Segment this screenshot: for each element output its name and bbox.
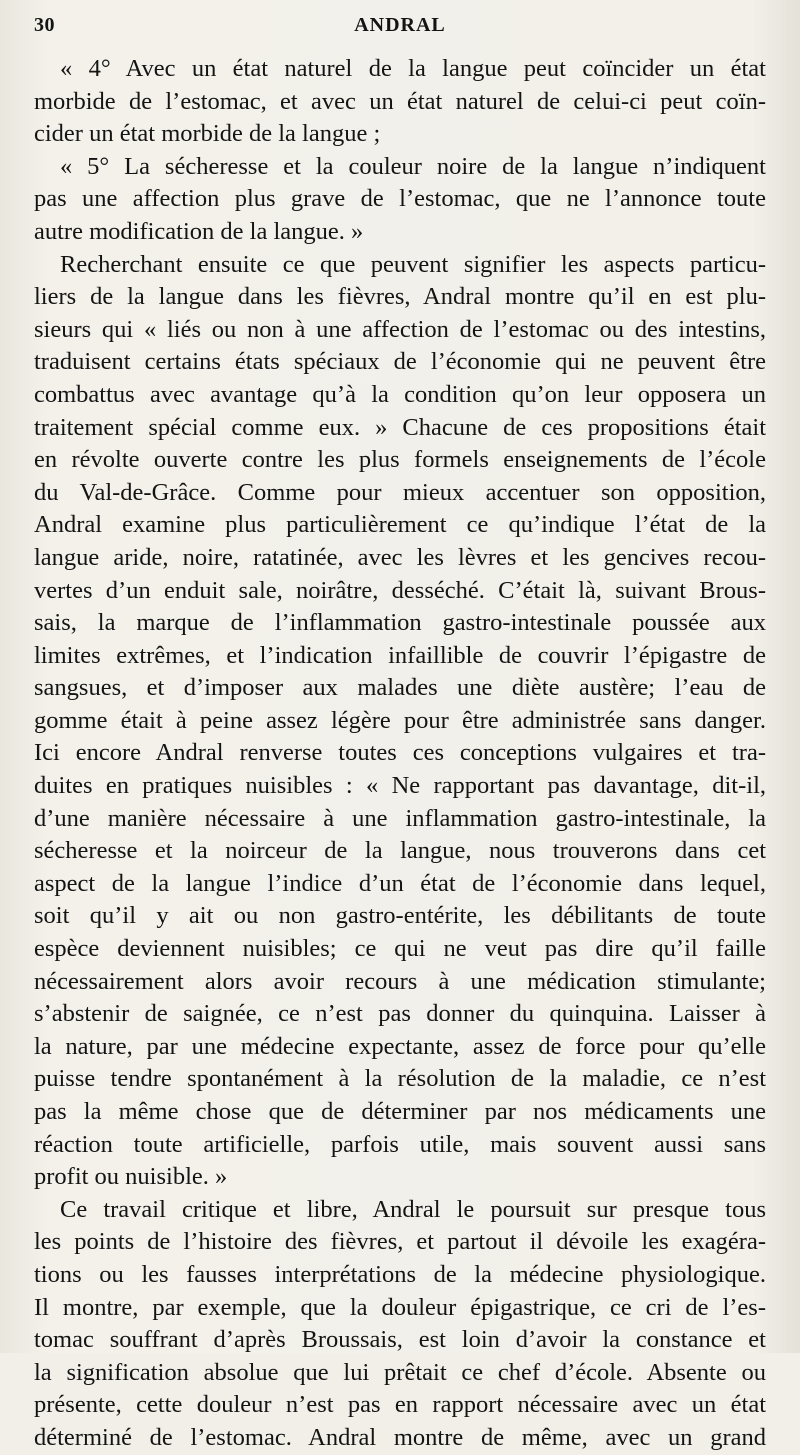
text-line: la signification absolue que lui prêtait ce chef d’école. Absente ou — [34, 1358, 766, 1386]
text-line: autre modification de la langue. » — [34, 217, 364, 245]
body-text — [34, 53, 766, 1455]
text-line: sais, la marque de l’inflammation gastro-intestinale poussée aux — [34, 609, 766, 637]
text-line: traitement spécial comme eux. » Chacune de ces propositions était — [34, 413, 766, 441]
text-line: la nature, par une médecine expectante, assez de force pour qu’elle — [34, 1032, 766, 1060]
text-line: Recherchant ensuite ce que peuvent signifier les aspects particu- — [60, 250, 766, 278]
page-header — [34, 14, 766, 44]
text-line: liers de la langue dans les fièvres, Andral montre qu’il en est plu- — [34, 283, 766, 311]
text-line: espèce deviennent nuisibles; ce qui ne veut pas dire qu’il faille — [34, 935, 766, 963]
text-line: limites extrêmes, et l’indication infaillible de couvrir l’épigastre de — [34, 641, 766, 669]
text-line: morbide de l’estomac, et avec un état naturel de celui-ci peut coïn- — [34, 87, 766, 115]
text-line: « 4° Avec un état naturel de la langue peut coïncider un état — [60, 55, 766, 82]
text-line: Ce travail critique et libre, Andral le poursuit sur presque tous — [60, 1195, 766, 1223]
text-line: soit qu’il y ait ou non gastro-entérite, les débilitants de toute — [34, 902, 766, 930]
text-line: gomme était à peine assez légère pour être administrée sans danger. — [34, 706, 766, 734]
text-line: profit ou nuisible. » — [34, 1163, 228, 1191]
text-line: « 5° La sécheresse et la couleur noire de la langue n’indiquent — [60, 152, 766, 180]
text-line: les points de l’histoire des fièvres, et partout il dévoile les exagéra- — [34, 1228, 766, 1256]
text-line: s’abstenir de saignée, ce n’est pas donner du quinquina. Laisser à — [34, 1000, 766, 1028]
text-line: pas la même chose que de déterminer par nos médicaments une — [34, 1098, 766, 1125]
text-line: puisse tendre spontanément à la résolution de la maladie, ce n’est — [34, 1065, 766, 1093]
text-line: nécessairement alors avoir recours à une médication stimulante; — [34, 967, 766, 995]
text-line: combattus avec avantage qu’à la condition qu’on leur opposera un — [34, 380, 766, 408]
text-line: sécheresse et la noirceur de la langue, nous trouverons dans cet — [34, 837, 766, 865]
text-line: tomac souffrant d’après Broussais, est loin d’avoir la constance et — [34, 1326, 766, 1354]
text-line: d’une manière nécessaire à une inflammation gastro-intestinale, la — [34, 804, 766, 832]
text-line: présente, cette douleur n’est pas en rapport nécessaire avec un état — [34, 1391, 766, 1419]
text-line: pas une affection plus grave de l’estomac, que ne l’annonce toute — [34, 185, 766, 213]
running-head: ANDRAL — [354, 14, 446, 36]
text-line: Il montre, par exemple, que la douleur épigastrique, ce cri de l’es- — [34, 1293, 766, 1321]
text-line: déterminé de l’estomac. Andral montre de même, avec un grand — [34, 1423, 766, 1451]
text-line: Andral examine plus particulièrement ce qu’indique l’état de la — [34, 511, 766, 539]
text-line: sieurs qui « liés ou non à une affection de l’estomac ou des intestins, — [34, 315, 766, 343]
text-line: sangsues, et d’imposer aux malades une diète austère; l’eau de — [34, 674, 766, 702]
text-line: langue aride, noire, ratatinée, avec les lèvres et les gencives recou- — [34, 543, 766, 571]
text-line: Ici encore Andral renverse toutes ces conceptions vulgaires et tra- — [34, 739, 766, 767]
text-line: réaction toute artificielle, parfois utile, mais souvent aussi sans — [34, 1130, 766, 1158]
text-line: duites en pratiques nuisibles : « Ne rapportant pas davantage, dit-il, — [34, 772, 766, 800]
page-number: 30 — [34, 14, 55, 36]
text-line: traduisent certains états spéciaux de l’économie qui ne peuvent être — [34, 348, 766, 376]
text-line: cider un état morbide de la langue ; — [34, 120, 381, 148]
text-line: vertes d’un enduit sale, noirâtre, desséché. C’était là, suivant Brous- — [34, 576, 766, 604]
text-line: tions ou les fausses interprétations de la médecine physiologique. — [34, 1260, 766, 1288]
text-line: aspect de la langue l’indice d’un état de l’économie dans lequel, — [34, 869, 766, 897]
text-line: du Val-de-Grâce. Comme pour mieux accentuer son opposition, — [34, 478, 766, 506]
text-line: en révolte ouverte contre les plus formels enseignements de l’école — [34, 446, 766, 474]
